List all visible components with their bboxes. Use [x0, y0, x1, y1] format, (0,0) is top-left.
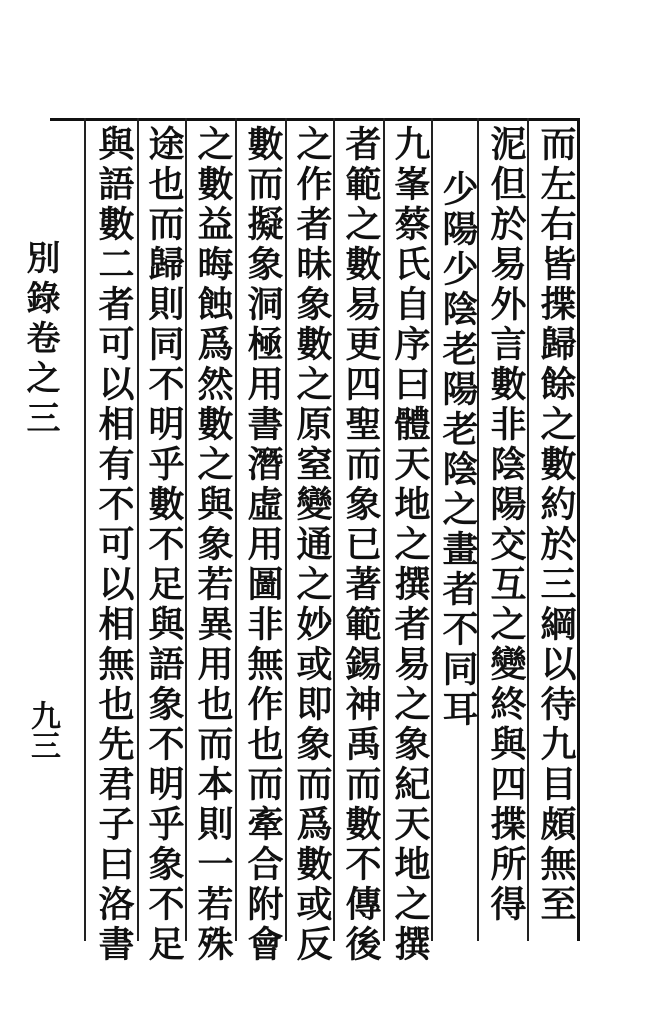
text-column-2: 泥但於易外言數非陰陽交互之變終與四揲所得 — [485, 125, 527, 925]
column-rule — [84, 118, 86, 941]
column-rule — [285, 118, 287, 941]
text-column-4: 九峯蔡氏自序曰體天地之撰者易之象紀天地之撰 — [389, 125, 431, 965]
banner-volume: 卷之三 — [20, 320, 60, 440]
text-column-8: 之數益晦蝕爲然數之與象若異用也而本則一若殊 — [192, 125, 234, 965]
folio-number: 九三 — [25, 700, 60, 760]
text-column-3: 少陽少陰老陽老陰之畫者不同耳 — [437, 170, 479, 730]
banner-label — [20, 240, 60, 440]
column-rule — [383, 118, 385, 941]
text-column-5: 者範之數易更四聖而象已著範錫神禹而數不傳後 — [340, 125, 382, 965]
text-column-6: 之作者昧象數之原窒變通之妙或即象而爲數或反 — [291, 125, 333, 965]
column-rule — [235, 118, 237, 941]
text-column-9: 途也而歸則同不明乎數不足與語象不明乎象不足 — [143, 125, 185, 965]
text-column-10: 與語數二者可以相有不可以相無也先君子曰洛書 — [93, 125, 135, 965]
frame-top-rule — [50, 118, 580, 121]
text-column-1: 而左右皆揲歸餘之數約於三綱以待九目頗無至 — [535, 125, 577, 925]
text-column-7: 數而擬象洞極用書潛虛用圖非無作也而牽合附會 — [242, 125, 284, 965]
banner-title: 別錄 — [20, 240, 60, 320]
column-rule — [137, 118, 139, 941]
